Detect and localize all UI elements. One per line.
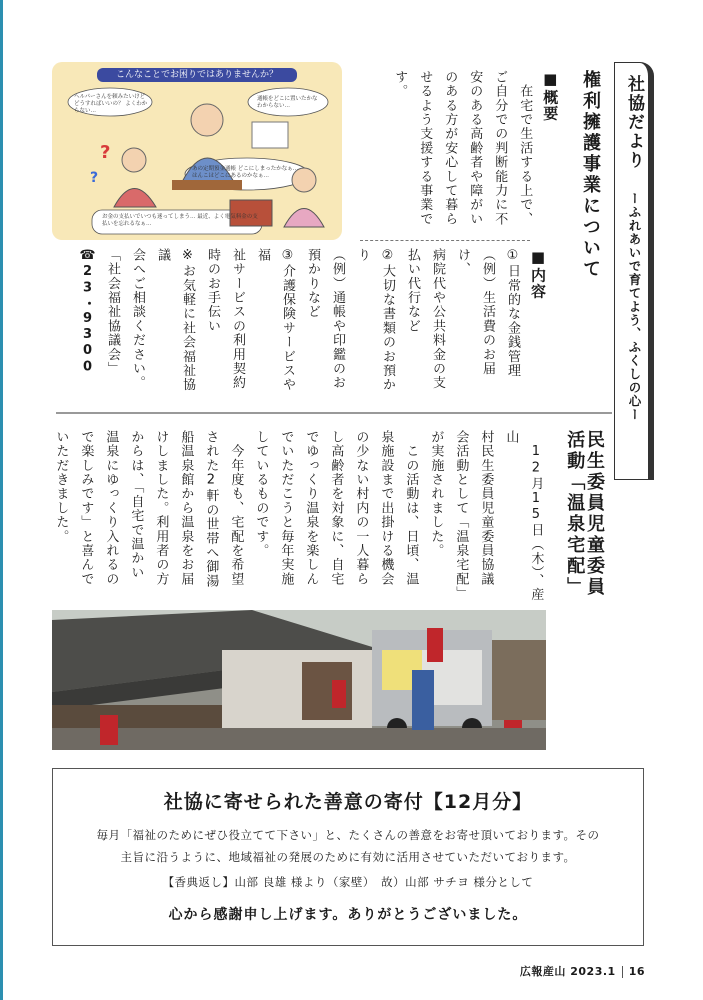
- rights-overview-line: せるよう支援する事業で: [417, 70, 433, 227]
- onsen-line: の少ない村内の一人暮ら: [353, 430, 369, 587]
- onsen-line: 会活動として「温泉宅配」: [453, 430, 469, 601]
- onsen-line: で楽しみです」と喜んで: [78, 430, 94, 587]
- illustration-bubble-2: 通帳をどこに置いたかな わからない…: [257, 96, 318, 109]
- rights-contents-line: （例）生活費のお届け、: [455, 248, 495, 376]
- rights-overview-line: 在宅で生活する上で、: [517, 70, 533, 227]
- onsen-line: された2軒の世帯へ御湯: [203, 430, 219, 589]
- footer-separator: [622, 966, 623, 978]
- donation-box: [52, 768, 644, 946]
- onsen-line: でいただこうと毎年実施: [278, 430, 294, 587]
- series-header: [614, 62, 654, 480]
- rights-contents-line: 祉サービスの利用契約: [230, 248, 245, 390]
- onsen-line: 船温泉館から温泉をお届: [178, 430, 194, 587]
- onsen-title: 民生委員児童委員活動「温泉宅配」: [564, 430, 605, 598]
- onsen-body: [48, 430, 548, 605]
- onsen-line: 温泉にゆっくり入れるの: [103, 430, 119, 587]
- rights-contents-line: ①日常的な金銭管理: [505, 248, 520, 378]
- publication-name: 広報産山 2023.1: [519, 965, 616, 978]
- rights-contact-line: 「社会福祉協議会」: [105, 248, 120, 376]
- series-title: 社協だより: [624, 75, 644, 170]
- rights-contents-line: 払い代行など: [405, 248, 420, 334]
- rights-contents-line: 時のお手伝い: [205, 248, 220, 334]
- rights-contents: [80, 248, 550, 393]
- donation-thanks: 心から感謝申し上げます。ありがとうございました。: [168, 907, 528, 923]
- onsen-line: が実施されました。: [428, 430, 444, 558]
- rights-contents-line: 病院代や公共料金の支: [430, 248, 445, 390]
- rights-contact-line: 会へご相談ください。: [130, 248, 145, 390]
- svg-text:?: ?: [100, 142, 111, 163]
- onsen-line: けしました。利用者の方: [153, 430, 169, 587]
- onsen-line: からは、「自宅で温かい: [128, 430, 144, 580]
- page-edge-accent: [0, 0, 3, 1000]
- onsen-line: この活動は、日頃、温: [403, 430, 419, 587]
- section-divider: [56, 412, 612, 414]
- onsen-line: いただきました。: [53, 430, 69, 544]
- donation-line-1: 毎月「福祉のためにぜひ役立てて下さい」と、たくさんの善意をお寄せ頂いております。その: [96, 828, 600, 842]
- onsen-delivery-photo: [52, 610, 546, 750]
- rights-overview-line: のある方が安心して暮ら: [442, 70, 458, 227]
- rights-overview-heading: ■概要: [541, 70, 560, 122]
- rights-contents-heading: ■内容: [529, 248, 547, 300]
- rights-overview-line: す。: [392, 70, 408, 99]
- donation-line-2: 主旨に沿うように、地域福祉の発展のために有効に活用させていただいております。: [120, 850, 576, 864]
- donation-title: 社協に寄せられた善意の寄付【12月分】: [163, 791, 533, 813]
- rights-contents-line: 預かりなど: [305, 248, 320, 319]
- illustration-banner: こんなことでお困りではありませんか？: [97, 68, 297, 82]
- rights-contact-line: ※お気軽に社会福祉協議: [155, 248, 195, 392]
- series-subtitle: ーふれあいで育てよう、ふくしの心ー: [627, 192, 642, 422]
- illustration-bubble-3: あの定期預金通帳 どこにしまったかなぁ… はんこはどこにあるのかなぁ…: [192, 166, 299, 179]
- onsen-line: 村民生委員児童委員協議: [478, 430, 494, 587]
- donation-record: 【香典返し】山部 良雄 様より（家壁） 故）山部 サチヨ 様分として: [162, 875, 534, 889]
- rights-overview-line: 安のある高齢者や障がい: [467, 70, 483, 227]
- rights-overview-line: ご自分での判断能力に不: [492, 70, 508, 227]
- rights-divider: [360, 240, 530, 241]
- onsen-line: しているものです。: [253, 430, 269, 558]
- onsen-line: でゆっくり温泉を楽しん: [303, 430, 319, 587]
- onsen-section: [53, 430, 605, 605]
- onsen-line: 泉施設まで出掛ける機会: [378, 430, 394, 587]
- donation-description: [53, 824, 643, 868]
- rights-contact-phone: ☎23・9300: [80, 248, 95, 376]
- rights-contents-line: ②大切な書類のお預かり: [355, 248, 395, 392]
- help-illustration: [52, 62, 342, 240]
- illustration-bubble-4: お金の支払いでいつも迷ってしまう… 最近、よく電気料金の支払いを忘れるなぁ…: [102, 214, 258, 227]
- svg-text:?: ?: [90, 170, 99, 186]
- illustration-bubble-1: ヘルパーさんを頼みたいけど どうすればいいの？ よくわからない…: [74, 94, 148, 114]
- onsen-line: 今年度も、宅配を希望: [228, 430, 244, 587]
- page-number: 16: [628, 965, 645, 978]
- rights-contents-line: （例）通帳や印鑑のお: [330, 248, 345, 390]
- onsen-line: し高齢者を対象に、自宅: [328, 430, 344, 587]
- rights-contents-line: ③介護保険サービスや福: [255, 248, 295, 392]
- onsen-line: 12月15日（木）、産山: [503, 430, 544, 602]
- rights-title: 権利擁護事業について: [580, 70, 601, 280]
- page-footer: [520, 963, 645, 979]
